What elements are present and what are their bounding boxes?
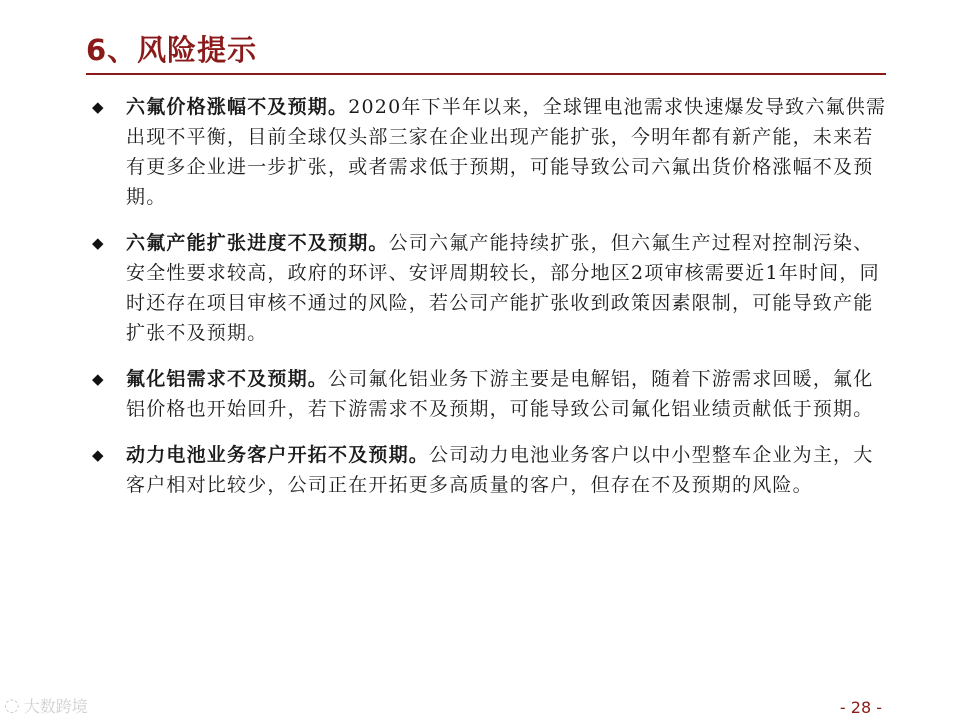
risk-item [90, 440, 890, 500]
risk-list [90, 92, 890, 516]
risk-item [90, 92, 890, 212]
watermark [4, 694, 88, 717]
slide-title: 6、风险提示 [86, 33, 258, 67]
risk-heading: 动力电池业务客户开拓不及预期。 [126, 444, 430, 466]
watermark-text: 大数跨境 [23, 697, 88, 716]
diamond-bullet-icon: ◆ [92, 370, 105, 388]
diamond-bullet-icon: ◆ [92, 98, 105, 116]
risk-body: 2020年下半年以来，全球锂电池需求快速爆发导致六氟供需出现不平衡，目前全球仅头部三家在企业出现产能扩张，今明年都有新产能，未来若有更多企业进一步扩张，或者需求低于预期，可能导致公司六氟出货价格涨幅不及预期。 [126, 96, 887, 208]
diamond-bullet-icon: ◆ [92, 446, 105, 464]
risk-body: 公司动力电池业务客户以中小型整车企业为主，大客户相对比较少，公司正在开拓更多高质量的客户，但存在不及预期的风险。 [126, 444, 874, 496]
risk-heading: 氟化铝需求不及预期。 [126, 368, 329, 390]
risk-heading: 六氟产能扩张进度不及预期。 [126, 232, 389, 254]
diamond-bullet-icon: ◆ [92, 234, 105, 252]
risk-item [90, 228, 890, 348]
risk-body: 公司氟化铝业务下游主要是电解铝，随着下游需求回暖，氟化铝价格也开始回升，若下游需求不及预期，可能导致公司氟化铝业绩贡献低于预期。 [126, 368, 874, 420]
watermark-logo-icon: ◌ [4, 695, 20, 716]
risk-heading: 六氟价格涨幅不及预期。 [126, 96, 349, 118]
risk-item [90, 364, 890, 424]
page-number: - 28 - [839, 698, 882, 717]
risk-body: 公司六氟产能持续扩张，但六氟生产过程对控制污染、安全性要求较高，政府的环评、安评周期较长，部分地区2项审核需要近1年时间，同时还存在项目审核不通过的风险，若公司产能扩张收到政策因素限制，可能导致产能扩张不及预期。 [126, 232, 880, 344]
title-divider [86, 73, 886, 75]
